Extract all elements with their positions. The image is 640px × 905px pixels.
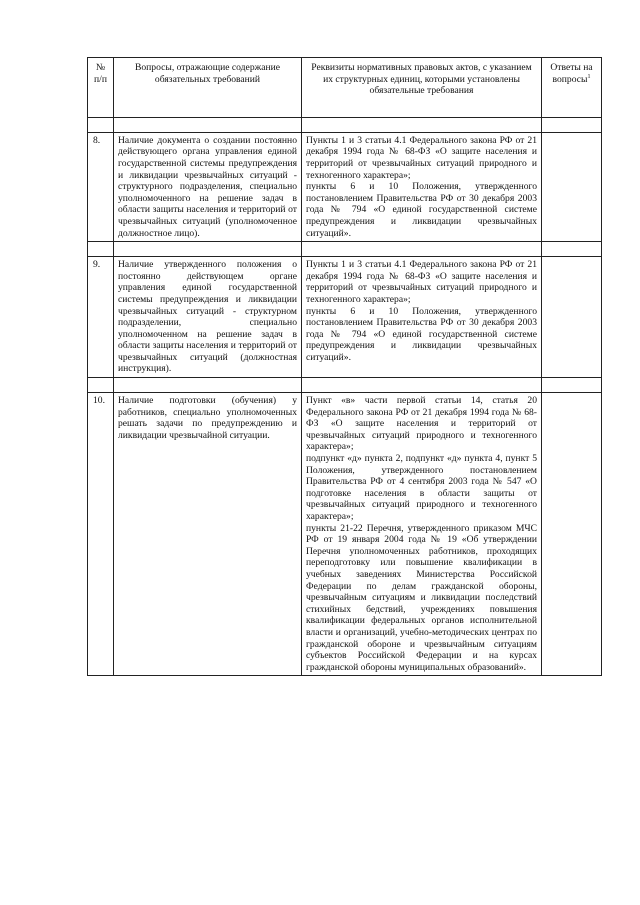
table-row bbox=[88, 257, 602, 378]
row-acts bbox=[302, 257, 542, 378]
table-row bbox=[88, 393, 602, 676]
table-header-row bbox=[88, 58, 602, 118]
row-number: 8. bbox=[88, 132, 114, 241]
row-answer[interactable] bbox=[542, 393, 602, 676]
spacer-row bbox=[88, 378, 602, 393]
act-paragraph: Пункт «в» части первой статьи 14, статья 20 Федерального закона РФ от 21 декабря 1994 года № 68-ФЗ «О защите населения и территорий от чрезвычайных ситуаций природного и техногенного характера»; bbox=[306, 395, 537, 453]
header-question: Вопросы, отражающие содержание обязательных требований bbox=[114, 58, 302, 118]
header-num: № п/п bbox=[88, 58, 114, 118]
act-paragraph: Пункты 1 и 3 статьи 4.1 Федерального закона РФ от 21 декабря 1994 года № 68-ФЗ «О защите населения и территорий от чрезвычайных ситуаций природного и техногенного характера»; bbox=[306, 259, 537, 305]
header-answers-label: Ответы на вопросы bbox=[550, 62, 593, 85]
row-answer[interactable] bbox=[542, 132, 602, 241]
header-acts: Реквизиты нормативных правовых актов, с указанием их структурных единиц, которыми установлены обязательные требования bbox=[302, 58, 542, 118]
act-paragraph: пункты 21-22 Перечня, утвержденного приказом МЧС РФ от 19 января 2004 года № 19 «Об утверждении Перечня уполномоченных работников, проходящих переподготовку или повышение квалификации в учебных заведениях Министерства Российской Федерации по делам гражданской обороны, чрезвычайным ситуациям и ликвидации последствий стихийных бедствий, учреждениях повышения квалификации федеральных органов исполнительной власти и организаций, учебно-методических центрах по гражданской обороне и чрезвычайным ситуациям субъектов Российской Федерации и на курсах гражданской обороны муниципальных образований». bbox=[306, 522, 537, 673]
row-question: Наличие подготовки (обучения) у работников, специально уполномоченных решать задачи по предупреждению и ликвидации чрезвычайной ситуации. bbox=[114, 393, 302, 676]
table-row bbox=[88, 132, 602, 241]
spacer-row bbox=[88, 117, 602, 132]
header-answers bbox=[542, 58, 602, 118]
act-paragraph: подпункт «д» пункта 2, подпункт «д» пункта 4, пункт 5 Положения, утвержденного постановлением Правительства РФ от 4 сентября 2003 года № 547 «О подготовке населения в области защиты от чрезвычайных ситуаций природного и техногенного характера»; bbox=[306, 453, 537, 522]
act-paragraph: Пункты 1 и 3 статьи 4.1 Федерального закона РФ от 21 декабря 1994 года № 68-ФЗ «О защите населения и территорий от чрезвычайных ситуаций природного и техногенного характера»; bbox=[306, 134, 537, 181]
footnote-mark: 1 bbox=[587, 73, 591, 80]
row-number: 10. bbox=[88, 393, 114, 676]
act-paragraph: пункты 6 и 10 Положения, утвержденного постановлением Правительства РФ от 30 декабря 2003 года № 794 «О единой государственной системе предупреждения и ликвидации чрезвычайных ситуаций». bbox=[306, 305, 537, 363]
act-paragraph: пункты 6 и 10 Положения, утвержденного постановлением Правительства РФ от 30 декабря 2003 года № 794 «О единой государственной системе предупреждения и ликвидации чрезвычайных ситуаций». bbox=[306, 181, 537, 239]
row-number: 9. bbox=[88, 257, 114, 378]
document-page bbox=[87, 57, 601, 676]
row-acts bbox=[302, 393, 542, 676]
requirements-table bbox=[87, 57, 602, 676]
row-acts bbox=[302, 132, 542, 241]
row-question: Наличие утвержденного положения о постоянно действующем органе управления единой государственной системы предупреждения и ликвидации чрезвычайных ситуаций - структурном подразделении, специально уполномоченном на решение задач в области защиты населения и территорий от чрезвычайных ситуаций (должностная инструкция). bbox=[114, 257, 302, 378]
row-question: Наличие документа о создании постоянно действующего органа управления единой государственной системы предупреждения и ликвидации чрезвычайных ситуаций - структурного подразделения, специально уполномоченного на решение задач в области защиты населения и территорий от чрезвычайных ситуаций (уполномоченное должностное лицо). bbox=[114, 132, 302, 241]
spacer-row bbox=[88, 242, 602, 257]
row-answer[interactable] bbox=[542, 257, 602, 378]
